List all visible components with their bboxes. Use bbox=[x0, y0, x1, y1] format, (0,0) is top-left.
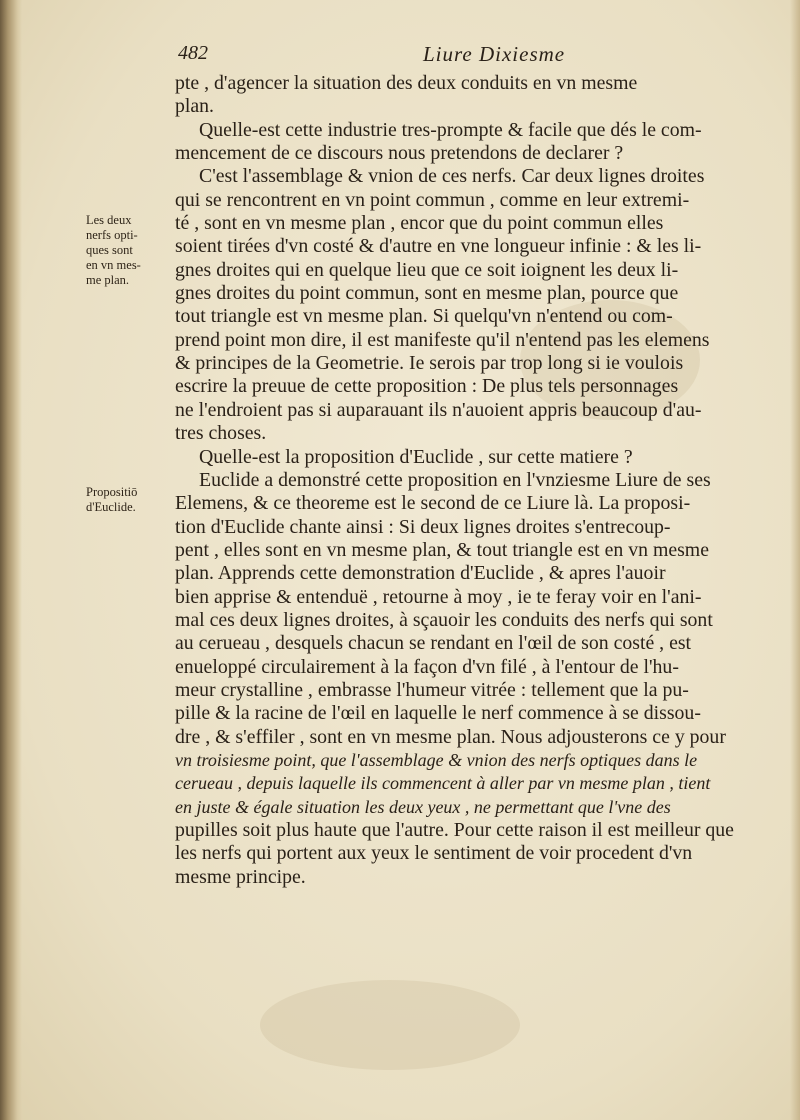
margin-note-optic-nerves bbox=[86, 213, 172, 288]
page-number: 482 bbox=[178, 42, 208, 64]
text-line: pent , elles sont en vn mesme plan, & tout triangle est en vn mesme bbox=[175, 538, 709, 561]
margin-note-line: d'Euclide. bbox=[86, 500, 136, 514]
text-line: pille & la racine de l'œil en laquelle le nerf commence à se dissou- bbox=[175, 702, 701, 725]
text-line: tres choses. bbox=[175, 422, 267, 445]
margin-note-line: Les deux bbox=[86, 213, 132, 227]
text-line: escrire la preuue de cette proposition : De plus tels personnages bbox=[175, 375, 679, 398]
text-line: Euclide a demonstré cette proposition en l'vnziesme Liure de ses bbox=[199, 468, 711, 491]
paper-stain bbox=[260, 980, 520, 1070]
text-line: gnes droites qui en quelque lieu que ce soit ioignent les deux li- bbox=[175, 258, 679, 281]
margin-note-line: Propositiō bbox=[86, 485, 138, 499]
margin-note-line: nerfs opti- bbox=[86, 228, 138, 242]
text-line-italic: vn troisiesme point, que l'assemblage & vnion des nerfs optiques dans le bbox=[175, 749, 698, 770]
page-header bbox=[178, 42, 738, 68]
text-line: mencement de ce discours nous pretendons de declarer ? bbox=[175, 142, 624, 165]
text-line: pte , d'agencer la situation des deux conduits en vn mesme bbox=[175, 72, 638, 94]
text-line: ne l'endroient pas si auparauant ils n'auoient appris beaucoup d'au- bbox=[175, 398, 702, 421]
text-line: té , sont en vn mesme plan , encor que du point commun elles bbox=[175, 212, 664, 235]
margin-note-euclid bbox=[86, 485, 172, 515]
text-line: au cerueau , desquels chacun se rendant en l'œil de son costé , est bbox=[175, 632, 692, 655]
text-line: plan. Apprends cette demonstration d'Euclide , & apres l'auoir bbox=[175, 562, 666, 585]
text-line: gnes droites du point commun, sont en mesme plan, pource que bbox=[175, 282, 679, 305]
text-line: mal ces deux lignes droites, à sçauoir les conduits des nerfs qui sont bbox=[175, 608, 713, 631]
text-line: C'est l'assemblage & vnion de ces nerfs. Car deux lignes droites bbox=[199, 165, 705, 188]
running-title: Liure Dixiesme bbox=[423, 42, 566, 66]
text-line-italic: en juste & égale situation les deux yeux , ne permettant que l'vne des bbox=[175, 796, 671, 817]
text-line: tion d'Euclide chante ainsi : Si deux lignes droites s'entrecoup- bbox=[175, 515, 671, 538]
text-line: dre , & s'effiler , sont en vn mesme plan. Nous adjousterons ce y pour bbox=[175, 725, 726, 748]
margin-note-line: me plan. bbox=[86, 273, 130, 287]
text-line: enueloppé circulairement à la façon d'vn filé , à l'entour de l'hu- bbox=[175, 655, 679, 678]
body-text bbox=[175, 72, 787, 889]
text-line: pupilles soit plus haute que l'autre. Pour cette raison il est meilleur que bbox=[175, 819, 734, 841]
text-line: tout triangle est vn mesme plan. Si quelqu'vn n'entend ou com- bbox=[175, 305, 673, 328]
text-line: Quelle-est la proposition d'Euclide , sur cette matiere ? bbox=[199, 445, 633, 468]
text-line: Quelle-est cette industrie tres-prompte & facile que dés le com- bbox=[199, 118, 702, 141]
text-line: meur crystalline , embrasse l'humeur vitrée : tellement que la pu- bbox=[175, 678, 689, 701]
text-line: plan. bbox=[175, 95, 215, 118]
margin-note-line: ques sont bbox=[86, 243, 133, 257]
text-line: Elemens, & ce theoreme est le second de ce Liure là. La proposi- bbox=[175, 492, 691, 515]
margin-note-line: en vn mes- bbox=[86, 258, 141, 272]
text-line: prend point mon dire, il est manifeste qu'il n'entend pas les elemens bbox=[175, 328, 710, 351]
text-line: qui se rencontrent en vn point commun , comme en leur extremi- bbox=[175, 188, 690, 211]
text-line: & principes de la Geometrie. Ie serois par trop long si ie voulois bbox=[175, 352, 684, 375]
binding-gutter bbox=[0, 0, 22, 1120]
text-line-italic: cerueau , depuis laquelle ils commencent à aller par vn mesme plan , tient bbox=[175, 773, 711, 794]
text-line: mesme principe. bbox=[175, 865, 306, 888]
text-line: les nerfs qui portent aux yeux le sentiment de voir procedent d'vn bbox=[175, 842, 693, 865]
page-edge bbox=[790, 0, 800, 1120]
text-line: bien apprise & entenduë , retourne à moy , ie te feray voir en l'ani- bbox=[175, 585, 702, 608]
text-line: soient tirées d'vn costé & d'autre en vne longueur infinie : & les li- bbox=[175, 235, 702, 258]
